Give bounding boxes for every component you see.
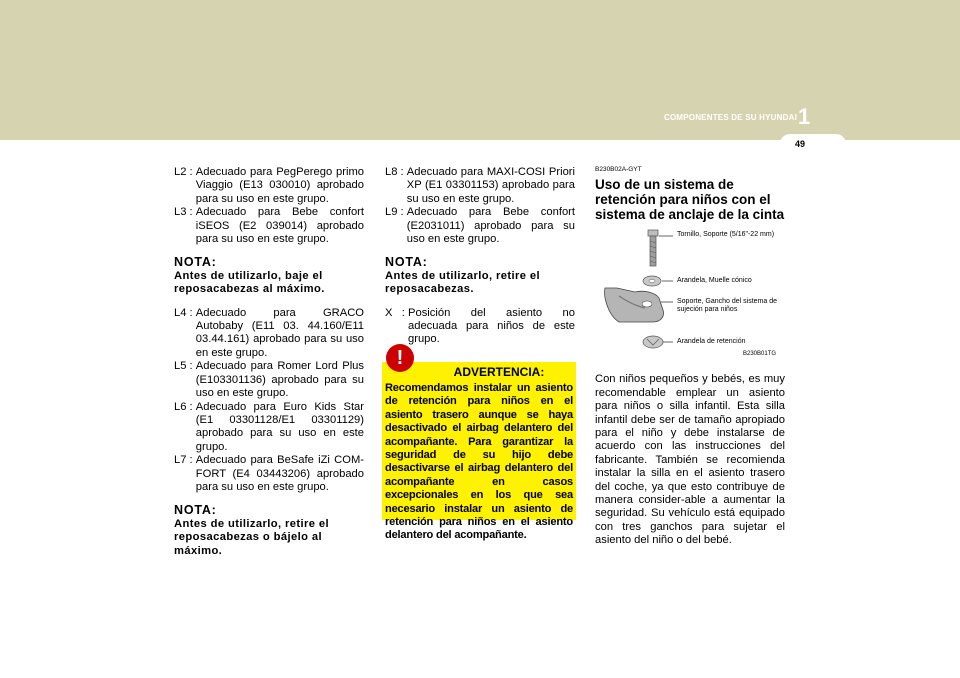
warning-icon: ! xyxy=(386,344,414,372)
section-code: B230B02A-GYT xyxy=(595,166,642,173)
label-washer: Arandela, Muelle cónico xyxy=(677,277,752,285)
warning-title: ADVERTENCIA: xyxy=(453,365,545,379)
list-item: L6 : Adecuado para Euro Kids Star (E1 03301128/E1 03301129) aprobado para su uso en este grupo. xyxy=(174,400,364,453)
column-1 xyxy=(174,166,364,568)
chapter-title: COMPONENTES DE SU HYUNDAI xyxy=(663,113,797,122)
note-heading: NOTA: xyxy=(385,255,428,270)
washer-icon xyxy=(643,276,661,286)
note-heading: NOTA: xyxy=(174,255,217,270)
list-item: L7 : Adecuado para BeSafe iZi COM-FORT (E4 03443206) aprobado para su uso en este grupo. xyxy=(174,454,364,493)
list-item: L9 : Adecuado para Bebe confort (E2031011) aprobado para su uso en este grupo. xyxy=(385,206,575,246)
list-item: L3 : Adecuado para Bebe confort iSEOS (E2 039014) aprobado para su uso en este grupo. xyxy=(174,206,364,246)
note-heading: NOTA: xyxy=(174,503,217,518)
list-item: L8 : Adecuado para MAXI-COSI Priori XP (E1 03301153) aprobado para su uso en este grupo. xyxy=(385,166,575,205)
label-bracket: Soporte, Gancho del sistema de sujeción para niños xyxy=(677,298,778,314)
figure-code: B230B01TG xyxy=(743,351,777,358)
list-item: L4 : Adecuado para GRACO Autobaby (E11 03. 44.160/E11 03.44.161) aprobado para su uso en este grupo. xyxy=(174,306,364,359)
column-2 xyxy=(385,166,575,347)
bolt-icon xyxy=(648,230,658,266)
page-number-tab xyxy=(780,134,846,154)
section-title: Uso de un sistema de retención para niños con el sistema de anclaje de la cinta xyxy=(595,177,785,223)
retainer-icon xyxy=(643,336,663,348)
page-header-band xyxy=(0,0,960,140)
body-paragraph: Con niños pequeños y bebés, es muy recomendable emplear un asiento para niños o silla infantil. Esta silla infantil debe ser de tamaño apropiado para el niño y debe instalarse de acuerdo con las instrucciones del fabricante. También se recomienda instalar la silla en el asiento trasero del coche, ya que esto contribuye de manera consider-able a aumentar la seguridad. Su vehículo está equipado con tres ganchos para sujetar el asiento del niño o del bebé. xyxy=(595,373,785,547)
note-text: Antes de utilizarlo, retire el reposacabezas. xyxy=(385,269,540,296)
label-retainer: Arandela de retención xyxy=(677,338,746,346)
anchor-hardware-figure xyxy=(595,226,785,369)
chapter-number: 1 xyxy=(798,104,811,129)
warning-text: Recomendamos instalar un asiento de retención para niños en el asiento trasero aunque se haya desactivado el airbag delantero del acompañante. Para garantizar la seguridad de su hijo debe desactivarse el airbag delantero del acompañante en casos excepcionales en los que sea necesario instalar un asiento de retención para niños en el asiento delantero del acompañante. xyxy=(385,382,573,542)
note-text: Antes de utilizarlo, retire el reposacabezas o bájelo al máximo. xyxy=(174,517,329,557)
page-number: 49 xyxy=(795,139,806,149)
column-3 xyxy=(595,163,785,548)
bracket-icon xyxy=(605,288,664,322)
warning-box xyxy=(382,362,576,542)
list-item: L2 : Adecuado para PegPerego primo Viaggio (E13 030010) aprobado para su uso en este grupo. xyxy=(174,166,364,205)
list-item: X : Posición del asiento no adecuada para niños de este grupo. xyxy=(385,306,575,346)
list-item: L5 : Adecuado para Romer Lord Plus (E103301136) aprobado para su uso en este grupo. xyxy=(174,360,364,400)
note-text: Antes de utilizarlo, baje el reposacabezas al máximo. xyxy=(174,269,325,296)
label-bolt: Tornillo, Soporte (5/16"-22 mm) xyxy=(677,231,775,239)
